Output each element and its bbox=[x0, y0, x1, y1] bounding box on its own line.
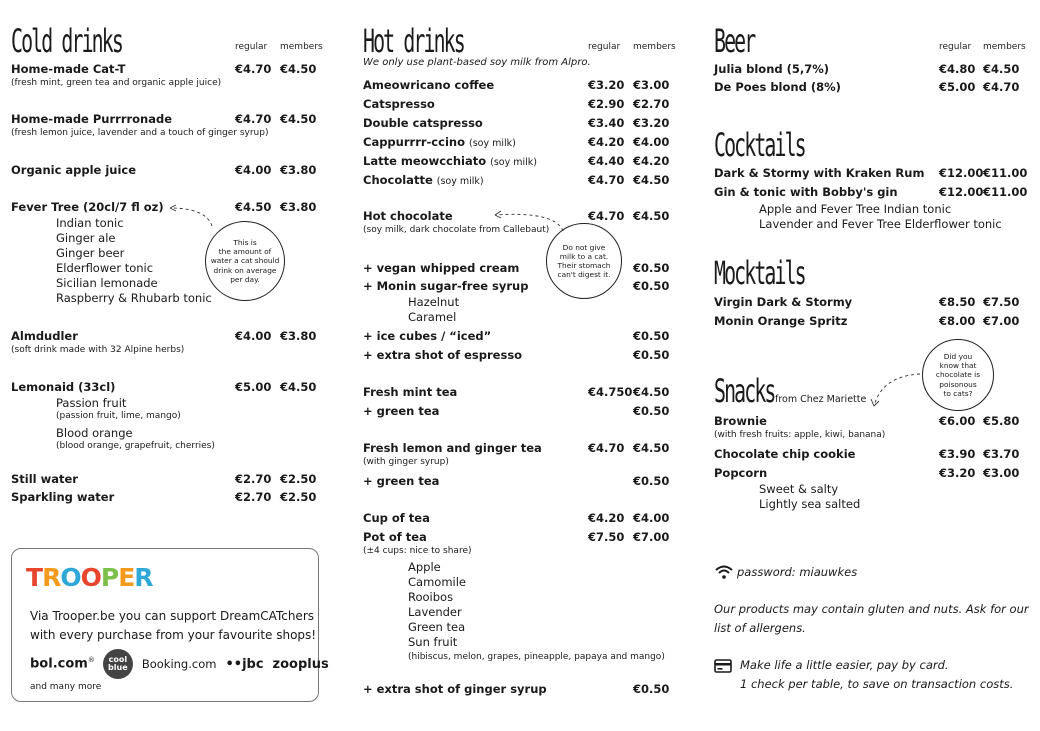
item-name: Home-made Cat-T bbox=[11, 62, 126, 76]
regular-header: regular bbox=[588, 42, 621, 52]
sub-option: Indian tonic bbox=[56, 216, 124, 230]
price-regular: €5.00 bbox=[939, 80, 976, 94]
item-name: Hot chocolate bbox=[363, 209, 453, 223]
item-name: Cup of tea bbox=[363, 511, 430, 525]
price-members: €7.00 bbox=[633, 530, 670, 544]
trooper-description bbox=[30, 607, 316, 644]
price-members: €0.50 bbox=[633, 348, 670, 362]
price-regular: €3.40 bbox=[588, 116, 625, 130]
partner-logos bbox=[30, 649, 329, 679]
price-members: €4.50 bbox=[633, 209, 670, 223]
price-regular: €2.90 bbox=[588, 97, 625, 111]
price-regular: €12.00 bbox=[939, 166, 984, 180]
sub-option: Sicilian lemonade bbox=[56, 276, 158, 290]
price-members: €3.20 bbox=[633, 116, 670, 130]
item-note: (soy milk, dark chocolate from Callebaut) bbox=[363, 225, 550, 235]
price-regular: €4.20 bbox=[588, 511, 625, 525]
item-name: Catspresso bbox=[363, 97, 435, 111]
mocktails-title: Mocktails bbox=[714, 254, 805, 292]
bubble-line: Their stomach bbox=[557, 261, 611, 270]
price-members: €3.80 bbox=[280, 200, 317, 214]
item-note: (soft drink made with 32 Alpine herbs) bbox=[11, 345, 185, 355]
sub-note: (hibiscus, melon, grapes, pineapple, papaya and mango) bbox=[408, 652, 665, 662]
item-name: Gin & tonic with Bobby's gin bbox=[714, 185, 898, 199]
chocolate-fact-bubble bbox=[922, 339, 994, 411]
price-members: €3.80 bbox=[280, 329, 317, 343]
bubble-line: to cats? bbox=[943, 388, 973, 398]
bubble-line: can't digest it. bbox=[557, 270, 611, 280]
price-members: €11.00 bbox=[983, 185, 1028, 199]
dashed-arrow-icon bbox=[485, 205, 570, 235]
price-members: €2.50 bbox=[280, 490, 317, 504]
item-name: Brownie bbox=[714, 414, 767, 428]
price-members: €2.70 bbox=[633, 97, 670, 111]
wifi-icon bbox=[714, 564, 734, 580]
price-regular: €3.90 bbox=[939, 447, 976, 461]
bubble-line: milk to a cat. bbox=[559, 251, 609, 261]
bol-logo-text: bol.com bbox=[30, 656, 88, 672]
sub-option: Apple bbox=[408, 560, 441, 574]
snacks-title: Snacks bbox=[714, 372, 775, 410]
bol-logo bbox=[30, 656, 95, 671]
logo-letter: O bbox=[80, 563, 101, 592]
price-regular: €6.00 bbox=[939, 414, 976, 428]
price-members: €4.50 bbox=[280, 112, 317, 126]
price-members: €3.00 bbox=[633, 78, 670, 92]
water-fact-bubble bbox=[205, 221, 285, 301]
item-name: Lemonaid (33cl) bbox=[11, 380, 116, 394]
item-inline-note: (soy milk) bbox=[436, 176, 484, 187]
snacks-source: from Chez Mariette bbox=[775, 394, 867, 405]
price-members: €4.50 bbox=[633, 173, 670, 187]
price-members: €7.50 bbox=[983, 295, 1020, 309]
members-header: members bbox=[280, 42, 323, 52]
dashed-arrow-icon bbox=[862, 370, 924, 412]
price-regular: €4.40 bbox=[588, 154, 625, 168]
card-payment-note: Make life a little easier, pay by card. bbox=[740, 658, 949, 672]
price-members: €4.00 bbox=[633, 511, 670, 525]
price-members: €0.50 bbox=[633, 474, 670, 488]
price-members: €4.70 bbox=[983, 80, 1020, 94]
bubble-line: per day. bbox=[230, 274, 260, 284]
price-regular: €4.50 bbox=[235, 200, 272, 214]
bubble-line: Did you bbox=[943, 351, 973, 361]
sub-option: Passion fruit bbox=[56, 396, 127, 410]
beer-title: Beer bbox=[714, 22, 755, 60]
soy-milk-intro: We only use plant-based soy milk from Alpro. bbox=[363, 57, 591, 68]
cold-drinks-title: Cold drinks bbox=[11, 22, 122, 60]
price-regular: €4.00 bbox=[235, 329, 272, 343]
price-members: €4.50 bbox=[633, 441, 670, 455]
allergens-note: list of allergens. bbox=[714, 621, 806, 635]
jbc-logo: ••jbc bbox=[225, 656, 264, 672]
price-regular: €4.20 bbox=[588, 135, 625, 149]
item-name: Monin Orange Spritz bbox=[714, 314, 848, 328]
item-name: Virgin Dark & Stormy bbox=[714, 295, 853, 309]
price-members: €0.50 bbox=[633, 404, 670, 418]
price-regular: €4.750 bbox=[588, 385, 633, 399]
zooplus-logo: zooplus bbox=[272, 656, 329, 672]
logo-letter: P bbox=[100, 563, 119, 592]
sub-option: Hazelnut bbox=[408, 295, 460, 309]
item-name: + vegan whipped cream bbox=[363, 261, 520, 275]
price-regular: €4.70 bbox=[235, 62, 272, 76]
bubble-line: chocolate is bbox=[935, 370, 981, 380]
item-name: Fresh mint tea bbox=[363, 385, 458, 399]
hot-drinks-title: Hot drinks bbox=[363, 22, 464, 60]
price-regular: €2.70 bbox=[235, 490, 272, 504]
price-regular: €4.70 bbox=[588, 209, 625, 223]
regular-header: regular bbox=[235, 42, 268, 52]
price-members: €0.50 bbox=[633, 261, 670, 275]
price-regular: €5.00 bbox=[235, 380, 272, 394]
card-payment-note: 1 check per table, to save on transaction costs. bbox=[740, 677, 1014, 691]
members-header: members bbox=[633, 42, 676, 52]
sub-option: Green tea bbox=[408, 620, 466, 634]
item-name: Julia blond (5,7%) bbox=[714, 62, 830, 76]
item-name: Home-made Purrrronade bbox=[11, 112, 173, 126]
sub-option: Caramel bbox=[408, 310, 457, 324]
item-name: Ameowricano coffee bbox=[363, 78, 495, 92]
trooper-logo bbox=[26, 563, 153, 592]
bol-logo-mark: ® bbox=[87, 656, 95, 665]
item-name bbox=[363, 173, 484, 187]
price-regular: €12.00 bbox=[939, 185, 984, 199]
item-name: Pot of tea bbox=[363, 530, 427, 544]
wifi-password: password: miauwkes bbox=[737, 565, 858, 579]
price-regular: €4.70 bbox=[588, 441, 625, 455]
sub-option: Lavender and Fever Tree Elderflower tonic bbox=[759, 217, 1002, 231]
bubble-line: the amount of bbox=[218, 247, 272, 257]
item-name: Organic apple juice bbox=[11, 163, 137, 177]
sub-note: (blood orange, grapefruit, cherries) bbox=[56, 441, 215, 451]
price-members: €2.50 bbox=[280, 472, 317, 486]
price-members: €11.00 bbox=[983, 166, 1028, 180]
trooper-line: Via Trooper.be you can support DreamCATchers bbox=[30, 609, 315, 623]
item-name: + Monin sugar-free syrup bbox=[363, 279, 529, 293]
dashed-arrow-icon bbox=[160, 200, 220, 230]
item-name: Dark & Stormy with Kraken Rum bbox=[714, 166, 925, 180]
sub-option: Blood orange bbox=[56, 426, 133, 440]
bubble-line: Do not give bbox=[562, 242, 606, 252]
trooper-more: and many more bbox=[30, 682, 102, 692]
item-name: Chocolate chip cookie bbox=[714, 447, 856, 461]
price-members: €3.00 bbox=[983, 466, 1020, 480]
trooper-box bbox=[11, 548, 329, 702]
sub-note: (passion fruit, lime, mango) bbox=[56, 411, 181, 421]
item-name: + extra shot of ginger syrup bbox=[363, 682, 547, 696]
price-members: €0.50 bbox=[633, 682, 670, 696]
sub-option: Ginger beer bbox=[56, 246, 125, 260]
booking-logo: Booking.com bbox=[141, 657, 217, 671]
price-regular: €4.00 bbox=[235, 163, 272, 177]
sub-option: Elderflower tonic bbox=[56, 261, 154, 275]
item-name: + green tea bbox=[363, 404, 440, 418]
sub-option: Lightly sea salted bbox=[759, 497, 861, 511]
price-regular: €2.70 bbox=[235, 472, 272, 486]
price-regular: €8.00 bbox=[939, 314, 976, 328]
item-name: + green tea bbox=[363, 474, 440, 488]
sub-option: Apple and Fever Tree Indian tonic bbox=[759, 202, 952, 216]
item-name: + ice cubes / “iced” bbox=[363, 329, 492, 343]
price-regular: €3.20 bbox=[939, 466, 976, 480]
price-members: €3.70 bbox=[983, 447, 1020, 461]
sub-option: Ginger ale bbox=[56, 231, 116, 245]
price-members: €4.20 bbox=[633, 154, 670, 168]
credit-card-icon bbox=[714, 659, 732, 673]
price-members: €0.50 bbox=[633, 279, 670, 293]
logo-letter: R bbox=[134, 563, 153, 592]
item-name: + extra shot of espresso bbox=[363, 348, 523, 362]
logo-letter: O bbox=[60, 563, 81, 592]
logo-letter: R bbox=[42, 563, 61, 592]
members-header: members bbox=[983, 42, 1026, 52]
bubble-line: poisonous bbox=[939, 379, 977, 389]
item-note: (fresh mint, green tea and organic apple juice) bbox=[11, 78, 222, 88]
milk-fact-bubble bbox=[546, 223, 622, 299]
item-name-text: Chocolatte bbox=[363, 173, 433, 187]
logo-letter: T bbox=[26, 563, 43, 592]
sub-option: Sun fruit bbox=[408, 635, 458, 649]
item-name-text: Latte meowcchiato bbox=[363, 154, 487, 168]
price-members: €0.50 bbox=[633, 329, 670, 343]
price-regular: €4.80 bbox=[939, 62, 976, 76]
price-members: €5.80 bbox=[983, 414, 1020, 428]
sub-option: Raspberry & Rhubarb tonic bbox=[56, 291, 212, 305]
cocktails-title: Cocktails bbox=[714, 126, 805, 164]
item-name: Fresh lemon and ginger tea bbox=[363, 441, 542, 455]
item-name: Almdudler bbox=[11, 329, 78, 343]
price-members: €4.50 bbox=[280, 62, 317, 76]
sub-option: Lavender bbox=[408, 605, 462, 619]
item-note: (±4 cups: nice to share) bbox=[363, 546, 472, 556]
price-members: €4.50 bbox=[983, 62, 1020, 76]
item-note: (with fresh fruits: apple, kiwi, banana) bbox=[714, 430, 886, 440]
price-regular: €7.50 bbox=[588, 530, 625, 544]
price-regular: €8.50 bbox=[939, 295, 976, 309]
price-regular: €3.20 bbox=[588, 78, 625, 92]
price-members: €4.50 bbox=[633, 385, 670, 399]
sub-option: Sweet & salty bbox=[759, 482, 839, 496]
item-name: De Poes blond (8%) bbox=[714, 80, 841, 94]
bubble-line: This is bbox=[233, 237, 257, 247]
bubble-line: know that bbox=[939, 361, 977, 371]
sub-option: Rooibos bbox=[408, 590, 454, 604]
item-name bbox=[363, 154, 537, 168]
price-members: €3.80 bbox=[280, 163, 317, 177]
sub-option: Camomile bbox=[408, 575, 466, 589]
item-name: Still water bbox=[11, 472, 78, 486]
bubble-line: water a cat should bbox=[210, 256, 280, 266]
trooper-line: with every purchase from your favourite shops! bbox=[30, 627, 317, 642]
item-name: Sparkling water bbox=[11, 490, 115, 504]
item-name: Double catspresso bbox=[363, 116, 483, 130]
item-note: (with ginger syrup) bbox=[363, 457, 449, 467]
item-inline-note: (soy milk) bbox=[490, 157, 537, 168]
item-name bbox=[363, 135, 516, 149]
bubble-line: drink on average bbox=[213, 265, 277, 275]
price-regular: €4.70 bbox=[588, 173, 625, 187]
logo-letter: E bbox=[118, 563, 135, 592]
price-members: €4.00 bbox=[633, 135, 670, 149]
allergens-note: Our products may contain gluten and nuts. Ask for our bbox=[714, 602, 1029, 616]
item-inline-note: (soy milk) bbox=[469, 138, 516, 149]
item-name: Fever Tree (20cl/7 fl oz) bbox=[11, 200, 164, 214]
item-name: Popcorn bbox=[714, 466, 768, 480]
item-note: (fresh lemon juice, lavender and a touch of ginger syrup) bbox=[11, 128, 269, 138]
price-members: €7.00 bbox=[983, 314, 1020, 328]
item-name-text: Cappurrrr-ccino bbox=[363, 135, 465, 149]
price-regular: €4.70 bbox=[235, 112, 272, 126]
price-members: €4.50 bbox=[280, 380, 317, 394]
coolblue-logo: cool blue bbox=[103, 649, 133, 679]
regular-header: regular bbox=[939, 42, 972, 52]
